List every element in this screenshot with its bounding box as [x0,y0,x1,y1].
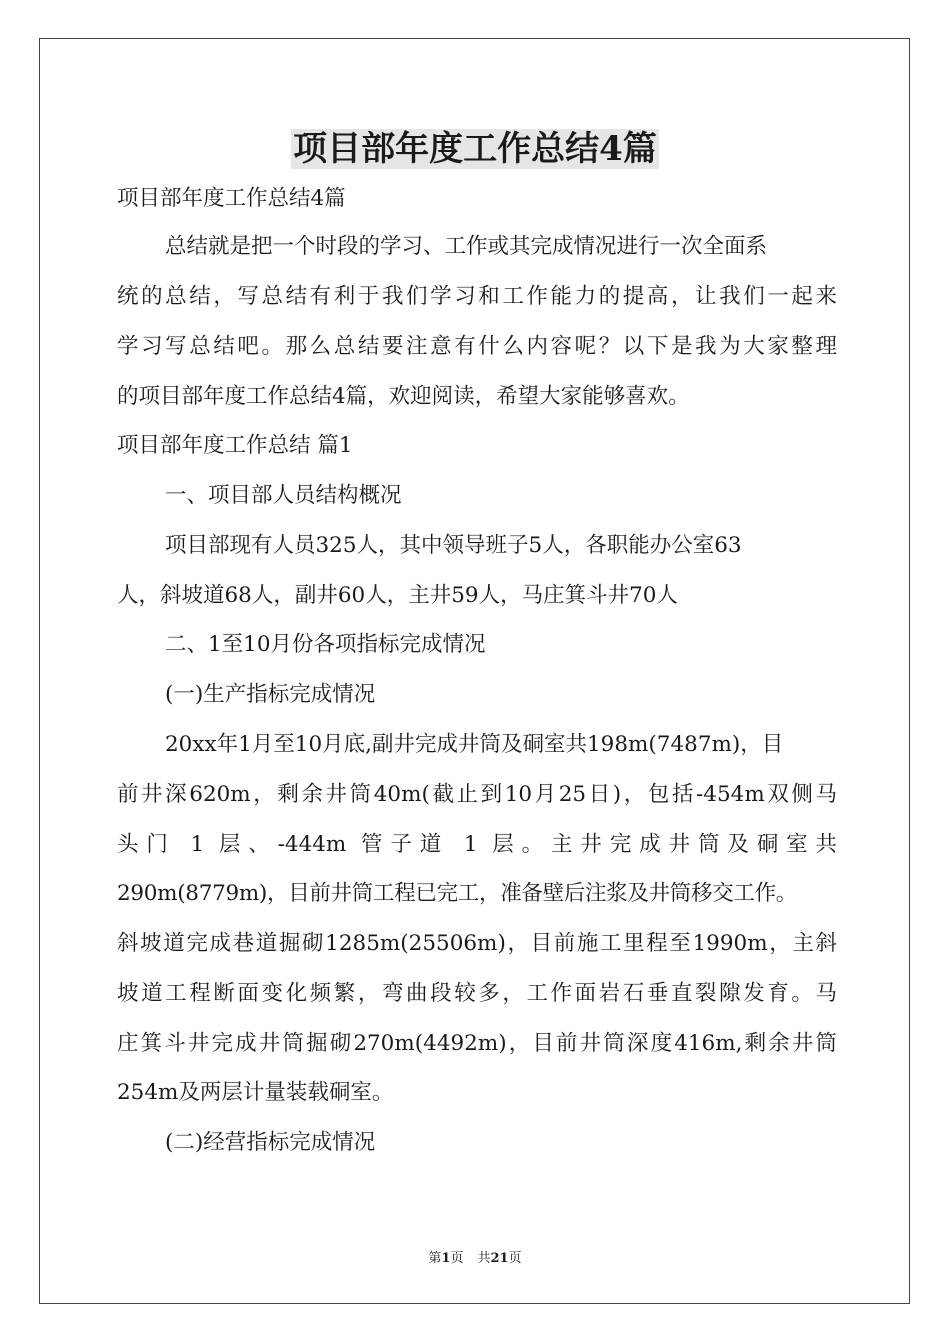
paragraph-line: 20xx年1月至10月底,副井完成井筒及硐室共198m(7487m)，目 [165,732,784,757]
paragraph-line: 斜坡道完成巷道掘砌1285m(25506m)，目前施工里程至1990m，主斜 [117,931,837,956]
paragraph-line: 庄箕斗井完成井筒掘砌270m(4492m)，目前井筒深度416m,剩余井筒 [117,1031,837,1056]
total-suffix: 页 [508,1251,522,1266]
paragraph-line: 头门 1 层、-444m 管子道 1 层。主井完成井筒及硐室共 [117,832,837,857]
page-footer [0,1250,950,1268]
document-title-text: 项目部年度工作总结4篇 [293,129,657,169]
paragraph-line: 学习写总结吧。那么总结要注意有什么内容呢？以下是我为大家整理 [117,334,837,359]
subsection-heading: (一)生产指标完成情况 [165,682,376,707]
page-suffix: 页 [450,1251,464,1266]
paragraph-line: 254m及两层计量装载硐室。 [117,1080,394,1105]
document-title [0,126,950,172]
page-total: 21 [490,1251,509,1266]
subsection-heading: (二)经营指标完成情况 [165,1130,376,1155]
paragraph-line: 290m(8779m)，目前井筒工程已完工，准备壁后注浆及井筒移交工作。 [117,881,798,906]
paragraph-line: 项目部现有人员325人，其中领导班子5人，各职能办公室63 [165,533,742,558]
paragraph-line: 总结就是把一个时段的学习、工作或其完成情况进行一次全面系 [165,234,768,259]
paragraph-line: 的项目部年度工作总结4篇，欢迎阅读，希望大家能够喜欢。 [117,384,690,409]
paragraph-line: 统的总结，写总结有利于我们学习和工作能力的提高，让我们一起来 [117,284,837,309]
document-subtitle: 项目部年度工作总结4篇 [117,186,346,211]
paragraph-line: 坡道工程断面变化频繁，弯曲段较多，工作面岩石垂直裂隙发育。马 [117,981,837,1006]
page-prefix: 第 [428,1251,442,1266]
paragraph-line: 前井深620m，剩余井筒40m(截止到10月25日)，包括-454m双侧马 [117,782,837,807]
subsection-heading: 一、项目部人员结构概况 [165,483,402,508]
section-heading: 项目部年度工作总结 篇1 [117,433,353,458]
page-border [39,38,910,1304]
paragraph-line: 人，斜坡道68人，副井60人，主井59人，马庄箕斗井70人 [117,583,678,608]
subsection-heading: 二、1至10月份各项指标完成情况 [165,632,486,657]
total-prefix: 共 [477,1251,491,1266]
page-number: 1 [441,1251,451,1266]
